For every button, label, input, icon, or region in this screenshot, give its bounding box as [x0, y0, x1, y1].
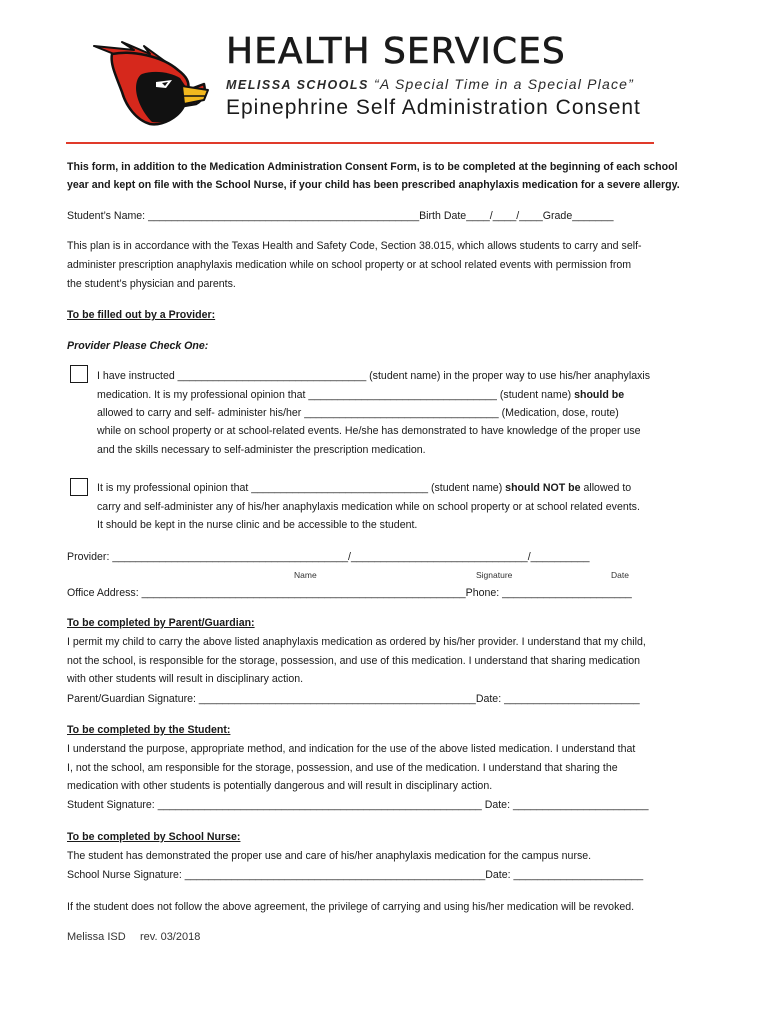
- provider-signature-line: Provider: ________________________________________/______________________________/__________: [67, 551, 590, 563]
- intro-line-2: year and kept on file with the School Nurse, if your child has been prescribed anaphylaxis medication for a severe allergy.: [67, 179, 680, 191]
- should-be-emphasis: should be: [574, 389, 625, 401]
- footer-org: Melissa ISD: [67, 931, 126, 943]
- header-divider: [66, 142, 654, 144]
- intro-line-1: This form, in addition to the Medication Administration Consent Form, is to be completed at the beginning of each school: [67, 161, 678, 173]
- header-schools: MELISSA SCHOOLS: [226, 78, 369, 92]
- option2-line-3: It should be kept in the nurse clinic and be accessible to the student.: [97, 519, 418, 531]
- office-address-line: Office Address: _______________________________________________________Phone: ______________________: [67, 587, 632, 599]
- option1-line-1: I have instructed ________________________________ (student name) in the proper way to use his/her anaphylaxis: [97, 370, 651, 382]
- form-subtitle: Epinephrine Self Administration Consent: [226, 96, 641, 119]
- student-signature-line: Student Signature: _______________________________________________________ Date: _______________________: [67, 799, 649, 811]
- option2-line-2: carry and self-administer any of his/her anaphylaxis medication while on school property or at school related events.: [97, 501, 640, 513]
- student-line-2: I, not the school, am responsible for the storage, possession, and use of the medication. I understand that sharing the: [67, 762, 618, 774]
- label-signature: Signature: [476, 570, 513, 580]
- cardinal-head-icon: [92, 40, 214, 128]
- nurse-heading: To be completed by School Nurse:: [67, 831, 241, 843]
- option1-line-5: and the skills necessary to self-administer the prescription medication.: [97, 444, 426, 456]
- closing-statement: If the student does not follow the above agreement, the privilege of carrying and using his/her medication will be revoked.: [67, 901, 635, 913]
- footer-revision: rev. 03/2018: [140, 931, 201, 943]
- nurse-signature-line: School Nurse Signature: ___________________________________________________Date: ______________________: [67, 869, 644, 881]
- provider-check-one: Provider Please Check One:: [67, 340, 209, 352]
- provider-option-2-checkbox[interactable]: [70, 478, 88, 496]
- parent-line-3: with other students will result in disciplinary action.: [67, 673, 304, 685]
- student-heading: To be completed by the Student:: [67, 724, 231, 736]
- parent-heading: To be completed by Parent/Guardian:: [67, 617, 255, 629]
- provider-heading: To be filled out by a Provider:: [67, 309, 216, 321]
- parent-line-1: I permit my child to carry the above listed anaphylaxis medication as ordered by his/her provider. I understand that my child,: [67, 636, 646, 648]
- parent-line-2: not the school, is responsible for the storage, possession, and use of this medication. I understand that sharing medication: [67, 655, 640, 667]
- should-not-be-emphasis: should NOT be: [505, 482, 581, 494]
- header-title: HEALTH SERVICES: [226, 31, 566, 72]
- student-line-1: I understand the purpose, appropriate method, and indication for the use of the above listed medication. I understand that: [67, 743, 636, 755]
- header-motto: “A Special Time in a Special Place”: [374, 76, 635, 92]
- option1-line-4: while on school property or at school-related events. He/she has demonstrated to have knowledge of the proper use: [97, 425, 641, 437]
- label-date: Date: [611, 570, 629, 580]
- option1-line-2: medication. It is my professional opinion that ________________________________ (student name) should be: [97, 389, 625, 401]
- plan-line-1: This plan is in accordance with the Texas Health and Safety Code, Section 38.015, which allows students to carry and self-: [67, 240, 642, 252]
- cardinal-logo: [92, 40, 214, 128]
- parent-signature-line: Parent/Guardian Signature: _______________________________________________Date: _______________________: [67, 693, 640, 705]
- option1-line-3: allowed to carry and self- administer his/her _________________________________ (Medication, dose, route): [97, 407, 619, 419]
- plan-line-2: administer prescription anaphylaxis medication while on school property or at school related events with permission from: [67, 259, 632, 271]
- plan-line-3: the student’s physician and parents.: [67, 278, 236, 290]
- nurse-line-1: The student has demonstrated the proper use and care of his/her anaphylaxis medication for the campus nurse.: [67, 850, 592, 862]
- option2-line-1: It is my professional opinion that ______________________________ (student name) should NOT be allowed to: [97, 482, 632, 494]
- student-info-line: Student’s Name: ______________________________________________Birth Date____/____/____Grade_______: [67, 210, 614, 222]
- provider-option-1-checkbox[interactable]: [70, 365, 88, 383]
- student-line-3: medication with other students is potentially dangerous and will result in disciplinary action.: [67, 780, 493, 792]
- label-name: Name: [294, 570, 317, 580]
